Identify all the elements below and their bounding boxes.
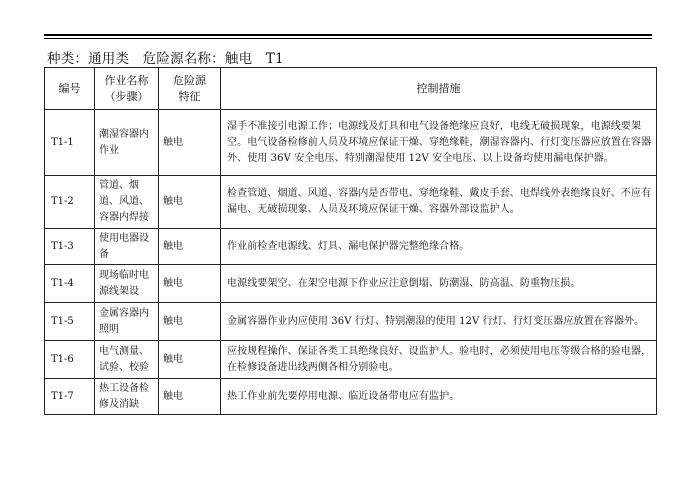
header-step-line2: （步骤）: [104, 89, 149, 103]
header-feature-line2: 特征: [178, 89, 201, 103]
row-code: T1-2: [45, 176, 95, 229]
control-measures-table: [44, 67, 657, 415]
row-measure: 应按规程操作、保证各类工具绝缘良好、设监护人。验电时，必须使用电压等级合格的验电器，在检修设备进出线两侧各相分别验电。: [221, 341, 657, 379]
row-feature: 触电: [159, 265, 221, 303]
row-feature: 触电: [159, 303, 221, 341]
table-row: [45, 265, 657, 303]
header-step-line1: 作业名称: [104, 73, 149, 87]
row-code: T1-7: [45, 379, 95, 415]
row-step: 现场临时电源线架设: [95, 265, 159, 303]
header-step: [95, 68, 159, 110]
row-measure: 金属容器作业内应使用 36V 行灯、特别潮湿的使用 12V 行灯、行灯变压器应放置在容器外。: [221, 303, 657, 341]
table-row: [45, 176, 657, 229]
header-measures: 控制措施: [221, 68, 657, 110]
header-feature: [159, 68, 221, 110]
row-feature: 触电: [159, 110, 221, 176]
table-row: [45, 110, 657, 176]
row-code: T1-4: [45, 265, 95, 303]
table-row: [45, 379, 657, 415]
header-code: 编号: [45, 68, 95, 110]
row-step: 管道、烟道、风道、容器内焊接: [95, 176, 159, 229]
row-step: 使用电器设备: [95, 229, 159, 265]
table-row: [45, 229, 657, 265]
row-measure: 热工作业前先要停用电源、临近设备带电应有监护。: [221, 379, 657, 415]
page-heading: 种类：通用类 危险源名称：触电 T1: [47, 51, 284, 67]
row-step: 潮湿容器内作业: [95, 110, 159, 176]
row-feature: 触电: [159, 379, 221, 415]
row-step: 热工设备检修及消缺: [95, 379, 159, 415]
table-row: [45, 341, 657, 379]
row-measure: 检查管道、烟道、风道、容器内是否带电、穿绝缘鞋、戴皮手套、电焊线外表绝缘良好、不应有漏电、无破损现象、人员及环境应保证干燥、容器外部设监护人。: [221, 176, 657, 229]
row-feature: 触电: [159, 341, 221, 379]
row-code: T1-3: [45, 229, 95, 265]
row-feature: 触电: [159, 176, 221, 229]
row-step: 金属容器内照明: [95, 303, 159, 341]
row-code: T1-1: [45, 110, 95, 176]
top-rule-thick: [44, 34, 652, 36]
table-header-row: [45, 68, 657, 110]
header-feature-line1: 危险源: [173, 73, 206, 87]
top-rule-thin: [44, 38, 652, 39]
row-step: 电气测量、试验、校验: [95, 341, 159, 379]
row-code: T1-5: [45, 303, 95, 341]
row-code: T1-6: [45, 341, 95, 379]
row-feature: 触电: [159, 229, 221, 265]
table-row: [45, 303, 657, 341]
row-measure: 湿手不准接引电源工作；电源线及灯具和电气设备绝缘应良好，电线无破损现象，电源线要架空。电气设备检修前人员及环境应保证干燥、穿绝缘鞋，潮湿容器内、行灯变压器应放置在容器外、使用 36V 安全电压、特别潮湿使用 12V 安全电压、以上设备均使用漏电保护器。: [221, 110, 657, 176]
row-measure: 电源线要架空、在架空电源下作业应注意倒塌、防潮湿、防高温、防重物压损。: [221, 265, 657, 303]
row-measure: 作业前检查电源线、灯具、漏电保护器完整绝缘合格。: [221, 229, 657, 265]
